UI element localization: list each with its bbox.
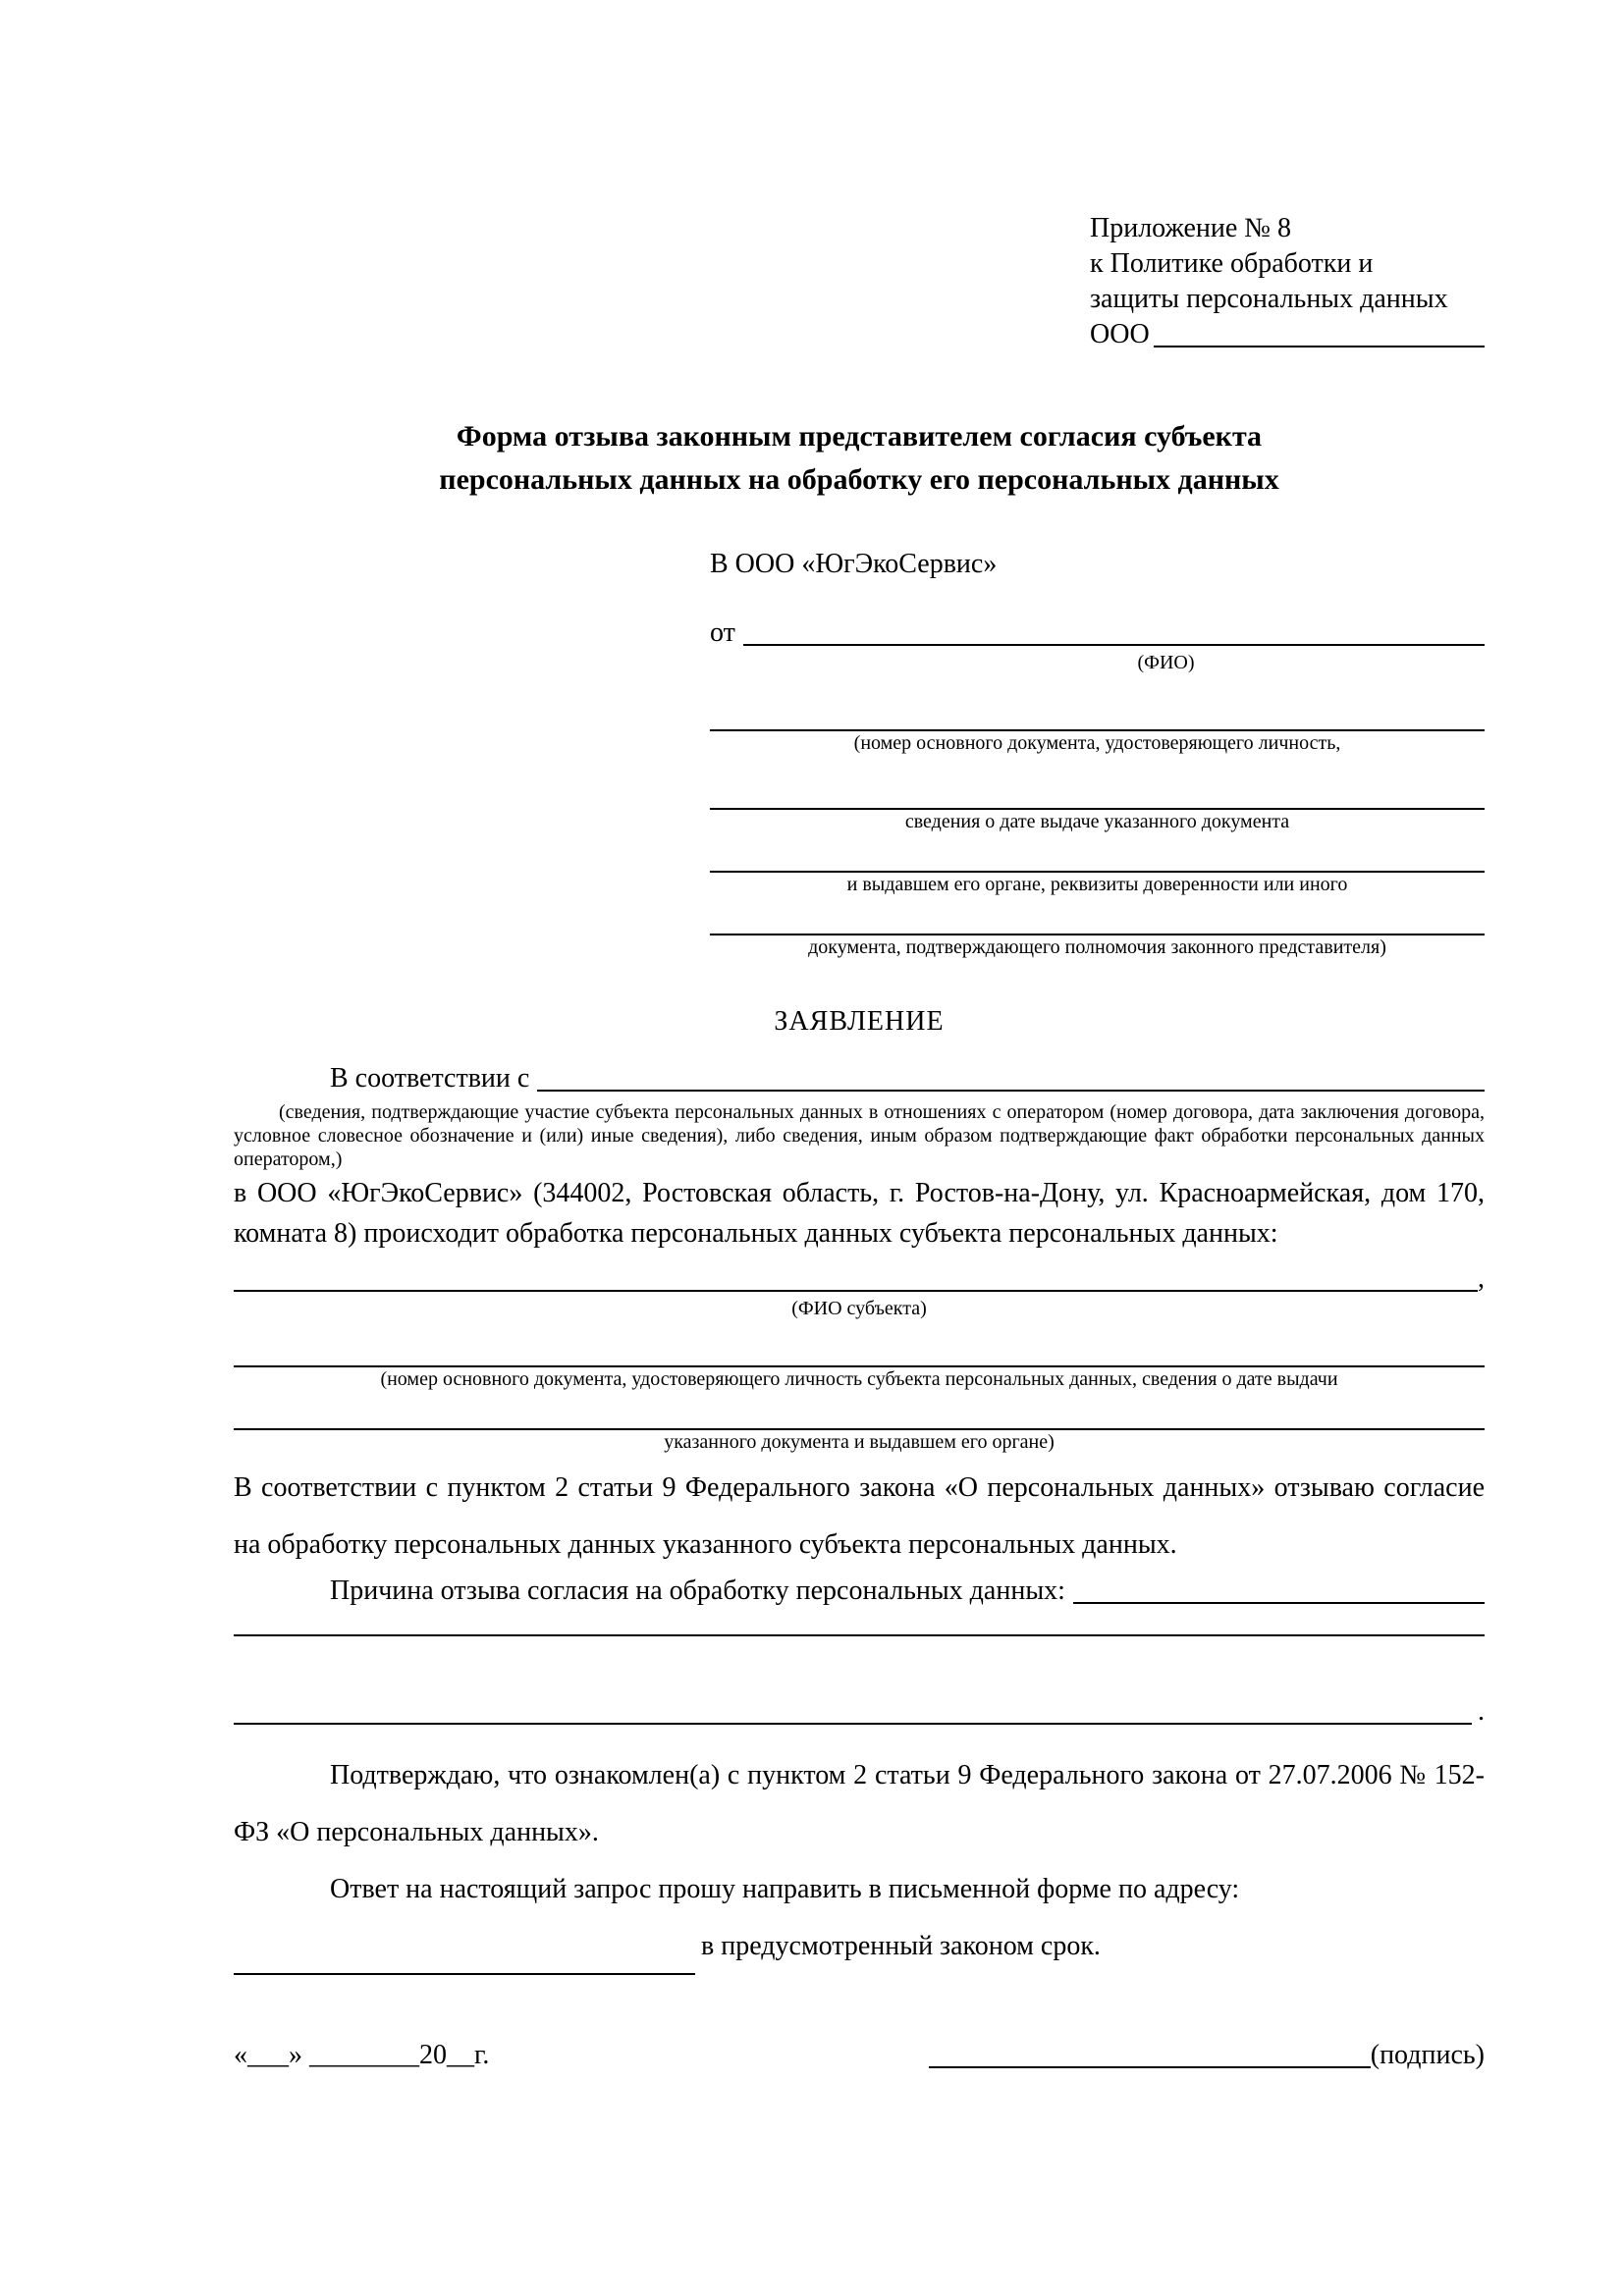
withdrawal-paragraph: В соответствии с пунктом 2 статьи 9 Федерального закона «О персональных данных» отзываю согласие на обработку персональных данных указанного субъекта персональных данных. — [234, 1472, 1485, 1560]
subject-fio-caption: (ФИО субъекта) — [791, 1298, 927, 1319]
appendix-ooo-row — [1090, 317, 1485, 352]
subject-fio-row — [234, 1261, 1485, 1297]
in-accordance-row — [234, 1061, 1485, 1096]
doc-caption-2: сведения о дате выдаче указанного документа — [904, 811, 1290, 832]
doc-blank-line-1 — [710, 674, 1485, 731]
subject-doc-blank-line-1 — [234, 1320, 1485, 1367]
doc-caption-3: и выдавшем его органе, реквизиты доверенности или иного — [846, 874, 1348, 895]
doc-blank-line-2 — [710, 755, 1485, 810]
page-title-line-1: Форма отзыва законным представителем согласия субъекта — [456, 420, 1263, 453]
response-address-row — [234, 1918, 1485, 1975]
address-blank-line — [234, 1934, 695, 1975]
appendix-note — [1090, 211, 1485, 352]
doc-blank-line-3 — [710, 833, 1485, 873]
signature-group — [929, 2038, 1485, 2073]
consent-details-note: (сведения, подтверждающие участие субъекта персональных данных в отношениях с оператором (номер договора, дата заключения договора, условное словесное обозначение и (или) иные сведения), либо сведения, иным образом подтверждающие факт обработки персональных данных оператором,) — [234, 1101, 1485, 1170]
doc-caption-1: (номер основного документа, удостоверяющего личность, — [853, 732, 1341, 754]
in-accordance-label: В соответствии с — [330, 1063, 530, 1094]
signature-caption: (подпись) — [1370, 2040, 1485, 2070]
doc-blank-line-4 — [710, 896, 1485, 935]
ooo-blank-line — [1154, 346, 1485, 347]
reason-continuation-line-1 — [234, 1634, 1485, 1636]
response-request-paragraph: Ответ на настоящий запрос прошу направить в письменной форме по адресу: — [330, 1874, 1240, 1904]
page-title — [234, 415, 1485, 502]
doc-caption-4: документа, подтверждающего полномочия законного представителя) — [808, 936, 1386, 958]
subject-doc-caption-1: (номер основного документа, удостоверяющего личность субъекта персональных данных, сведения о дате выдачи — [380, 1368, 1338, 1390]
response-deadline-text: в предусмотренный законом срок. — [701, 1931, 1101, 1961]
subject-doc-blank-line-2 — [234, 1391, 1485, 1430]
addressee-to: В ООО «ЮгЭкоСервис» — [710, 549, 998, 579]
confirmation-paragraph: Подтверждаю, что ознакомлен(а) с пунктом 2 статьи 9 Федерального закона от 27.07.2006 № 152-ФЗ «О персональных данных». — [234, 1760, 1485, 1847]
appendix-line-1: Приложение № 8 — [1090, 213, 1291, 243]
reason-period: . — [1478, 1696, 1485, 1727]
page-title-line-2: персональных данных на обработку его персональных данных — [439, 463, 1279, 496]
appendix-line-3: защиты персональных данных — [1090, 284, 1448, 314]
fio-blank-line — [743, 644, 1485, 646]
operator-paragraph: в ООО «ЮгЭкоСервис» (344002, Ростовская область, г. Ростов-на-Дону, ул. Красноармейская, дом 170, комната 8) происходит обработка персональных данных субъекта персональных данных: — [234, 1178, 1485, 1249]
appendix-line-2: к Политике обработки и — [1090, 248, 1374, 279]
reason-continuation-line-2 — [234, 1723, 1472, 1725]
reason-continuation-row-2 — [234, 1694, 1485, 1730]
reason-continuation-row-1 — [234, 1634, 1485, 1641]
in-accordance-blank-line — [537, 1090, 1485, 1092]
reason-blank-line — [1073, 1602, 1485, 1604]
from-row — [710, 615, 1485, 651]
appendix-ooo-label: ООО — [1090, 319, 1150, 349]
subject-fio-line-suffix: , — [1478, 1263, 1485, 1294]
reason-label: Причина отзыва согласия на обработку персональных данных: — [330, 1575, 1065, 1606]
statement-heading: ЗАЯВЛЕНИЕ — [774, 1006, 945, 1037]
subject-doc-caption-2: указанного документа и выдавшем его органе) — [664, 1431, 1055, 1453]
signature-blank-line — [929, 2066, 1371, 2068]
fio-caption: (ФИО) — [1137, 652, 1195, 673]
subject-fio-blank-line — [234, 1290, 1478, 1292]
date-line: «___» ________20__г. — [234, 2040, 490, 2070]
addressee-block — [710, 547, 1485, 959]
from-label: от — [710, 617, 735, 648]
reason-row — [234, 1574, 1485, 1609]
footer-row — [234, 2038, 1485, 2073]
